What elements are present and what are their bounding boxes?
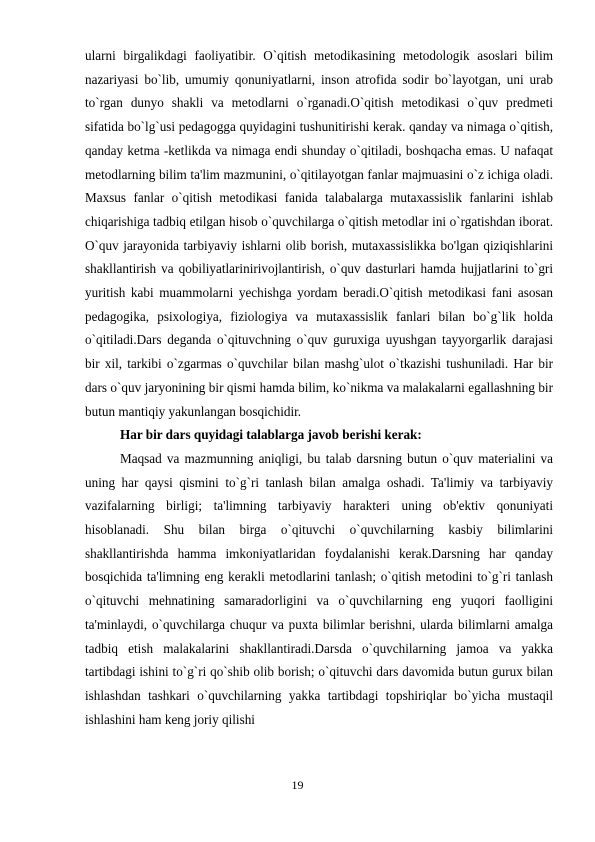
document-page [85, 44, 553, 731]
section-heading: Har bir dars quyidagi talablarga javob berishi kerak: [120, 427, 422, 443]
page-number: 19 [291, 778, 304, 792]
body-paragraph: ularni birgalikdagi faoliyatibir. O`qitish metodikasining metodologik asoslari bilim nazariyasi bo`lib, umumiy qonuniyatlarni, inson atrofida sodir bo`layotgan, uni urab to`rgan dunyo shakli va metodlarni o`rganadi.O`qitish metodikasi o`quv predmeti sifatida bo`lg`usi pedagogga quyidagini tushunitirishi kerak. qanday va nimaga o`qitish, qanday ketma -ketlikda va nimaga endi shunday o`qitiladi, boshqacha emas. U nafaqat metodlarning bilim ta'lim mazmunini, o`qitilayotgan fanlar majmuasini o`z ichiga oladi. Maxsus fanlar o`qitish metodikasi fanida talabalarga mutaxassislik fanlarini ishlab chiqarishiga tadbiq etilgan hisob o`quvchilarga o`qitish metodlar ini o`rgatishdan iborat. O`quv jarayonida tarbiyaviy ishlarni olib borish, mutaxassislikka bo'lgan qiziqishlarini shakllantirish va qobiliyatlarinirivojlantirish, o`quv dasturlari hamda hujjatlarini to`gri yuritish kabi muammolarni yechishga yordam beradi.O`qitish metodikasi fani asosan pedagogika, psixologiya, fiziologiya va mutaxassislik fanlari bilan bo`g`lik holda o`qitiladi.Dars deganda o`qituvchning o`quv guruxiga uyushgan tayyorgarlik darajasi bir xil, tarkibi o`zgarmas o`quvchilar bilan mashg`ulot o`tkazishi tushuniladi. Har bir dars o`quv jaryonining bir qismi hamda bilim, ko`nikma va malakalarni egallashning bir butun mantiqiy yakunlangan bosqichidir. [85, 48, 553, 419]
body-paragraph: Maqsad va mazmunning aniqligi, bu talab darsning butun o`quv materialini va uning har qaysi qismini to`g`ri tanlash bilan amalga oshadi. Ta'limiy va tarbiyaviy vazifalarning birligi; ta'limning tarbiyaviy harakteri uning ob'ektiv qonuniyati hisoblanadi. Shu bilan birga o`qituvchi o`quvchilarning kasbiy bilimlarini shakllantirishda hamma imkoniyatlaridan foydalanishi kerak.Darsning har qanday bosqichida ta'limning eng kerakli metodlarini tanlash; o`qitish metodini to`g`ri tanlash o`qituvchi mehnatining samaradorligini va o`quvchilarning eng yuqori faolligini ta'minlaydi, o`quvchilarga chuqur va puxta bilimlar berishni, ularda bilimlarni amalga tadbiq etish malakalarini shakllantiradi.Darsda o`quvchilarning jamoa va yakka tartibdagi ishini to`g`ri qo`shib olib borish; o`qituvchi dars davomida butun gurux bilan ishlashdan tashkari o`quvchilarning yakka tartibdagi topshiriqlar bo`yicha mustaqil ishlashini ham keng joriy qilishi [85, 450, 553, 727]
